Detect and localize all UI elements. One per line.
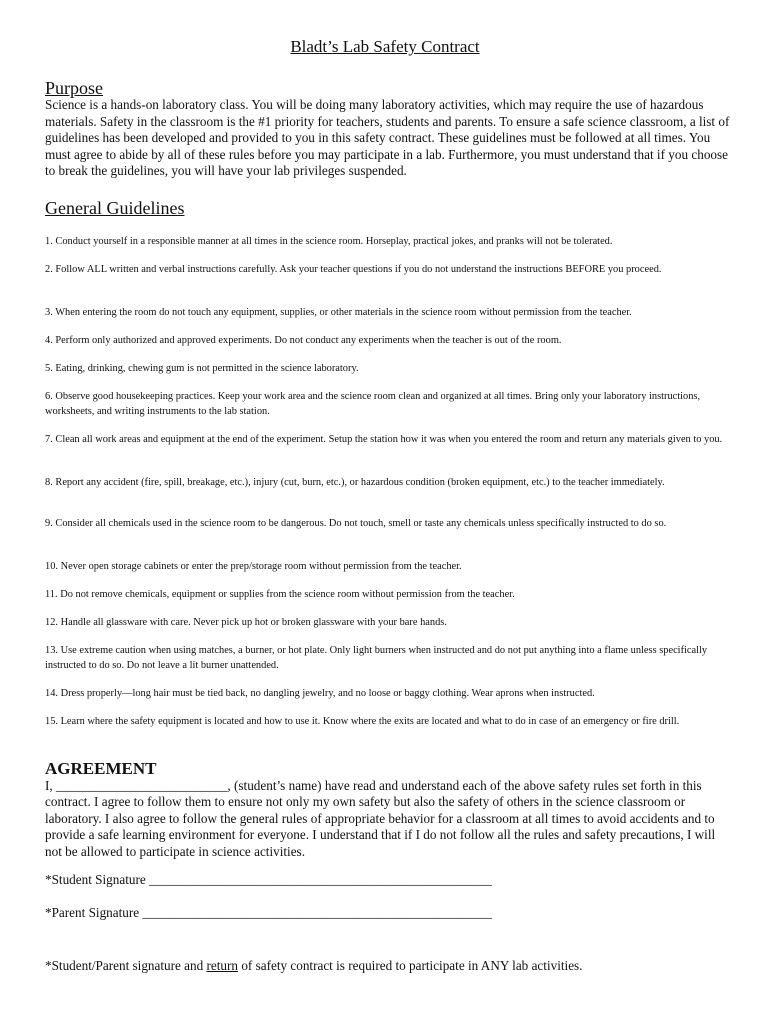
document-title	[0, 37, 770, 57]
rule-10: 10. Never open storage cabinets or enter the prep/storage room without permission from the teacher.	[45, 561, 462, 572]
rule-11: 11. Do not remove chemicals, equipment or supplies from the science room without permission from the teacher.	[45, 589, 515, 600]
rule-14: 14. Dress properly—long hair must be tied back, no dangling jewelry, and no loose or baggy clothing. Wear aprons when instructed.	[45, 688, 595, 699]
purpose-heading: Purpose	[45, 78, 103, 98]
rule-1: 1. Conduct yourself in a responsible manner at all times in the science room. Horseplay, practical jokes, and pranks will not be tolerated.	[45, 236, 613, 247]
purpose-paragraph: Science is a hands-on laboratory class. You will be doing many laboratory activities, which may require the use of hazardous materials. Safety in the classroom is the #1 priority for teachers, students and parents. To ensure a safe science classroom, a list of guidelines has been developed and provided to you in this safety contract. These guidelines must be followed at all times. You must agree to abide by all of these rules before you may participate in a lab. Furthermore, you must understand that if you choose to break the guidelines, you will have your lab privileges suspended.	[45, 97, 730, 179]
rule-9: 9. Consider all chemicals used in the science room to be dangerous. Do not touch, smell or taste any chemicals unless specifically instructed to do so.	[45, 518, 667, 529]
footer-note-return: return	[206, 958, 239, 973]
rule-13: 13. Use extreme caution when using matches, a burner, or hot plate. Only light burners when instructed and do not put anything into a flame unless specifically instructed to do so. Do not leave a lit burner unattended.	[45, 645, 708, 671]
footer-note	[45, 958, 582, 974]
agreement-heading: AGREEMENT	[45, 759, 157, 778]
rule-7: 7. Clean all work areas and equipment at the end of the experiment. Setup the station how it was when you entered the room and return any materials given to you.	[45, 434, 723, 445]
agreement-paragraph: I, __________________________, (student’s name) have read and understand each of the above safety rules set forth in this contract. I agree to follow them to ensure not only my own safety but also the safety of others in the science classroom or laboratory. I also agree to follow the general rules of appropriate behavior for a classroom at all times to avoid accidents and to provide a safe learning environment for everyone. I understand that if I do not follow all the rules and safety precautions, I will not be allowed to participate in science activities.	[45, 778, 716, 859]
footer-note-start: *Student/Parent signature and	[45, 958, 207, 973]
rule-6: 6. Observe good housekeeping practices. Keep your work area and the science room clean and organized at all times. Bring only your laboratory instructions, worksheets, and writing instruments to the lab station.	[45, 391, 701, 417]
rule-2: 2. Follow ALL written and verbal instructions carefully. Ask your teacher questions if you do not understand the instructions BEFORE you proceed.	[45, 264, 662, 275]
student-signature-line: *Student Signature ____________________________________________________	[45, 872, 492, 887]
rule-3: 3. When entering the room do not touch any equipment, supplies, or other materials in the science room without permission from the teacher.	[45, 307, 632, 318]
rule-12: 12. Handle all glassware with care. Never pick up hot or broken glassware with your bare hands.	[45, 617, 447, 628]
rule-4: 4. Perform only authorized and approved experiments. Do not conduct any experiments when the teacher is out of the room.	[45, 335, 562, 346]
rule-8: 8. Report any accident (fire, spill, breakage, etc.), injury (cut, burn, etc.), or hazardous condition (broken equipment, etc.) to the teacher immediately.	[45, 477, 665, 488]
title-text: Bladt’s Lab Safety Contract	[290, 37, 480, 56]
footer-note-end: of safety contract is required to participate in ANY lab activities.	[238, 958, 583, 973]
parent-signature-line: *Parent Signature _____________________________________________________	[45, 905, 492, 920]
rule-15: 15. Learn where the safety equipment is located and how to use it. Know where the exits are located and what to do in case of an emergency or fire drill.	[45, 716, 680, 727]
rule-5: 5. Eating, drinking, chewing gum is not permitted in the science laboratory.	[45, 363, 359, 374]
guidelines-heading: General Guidelines	[45, 198, 185, 218]
